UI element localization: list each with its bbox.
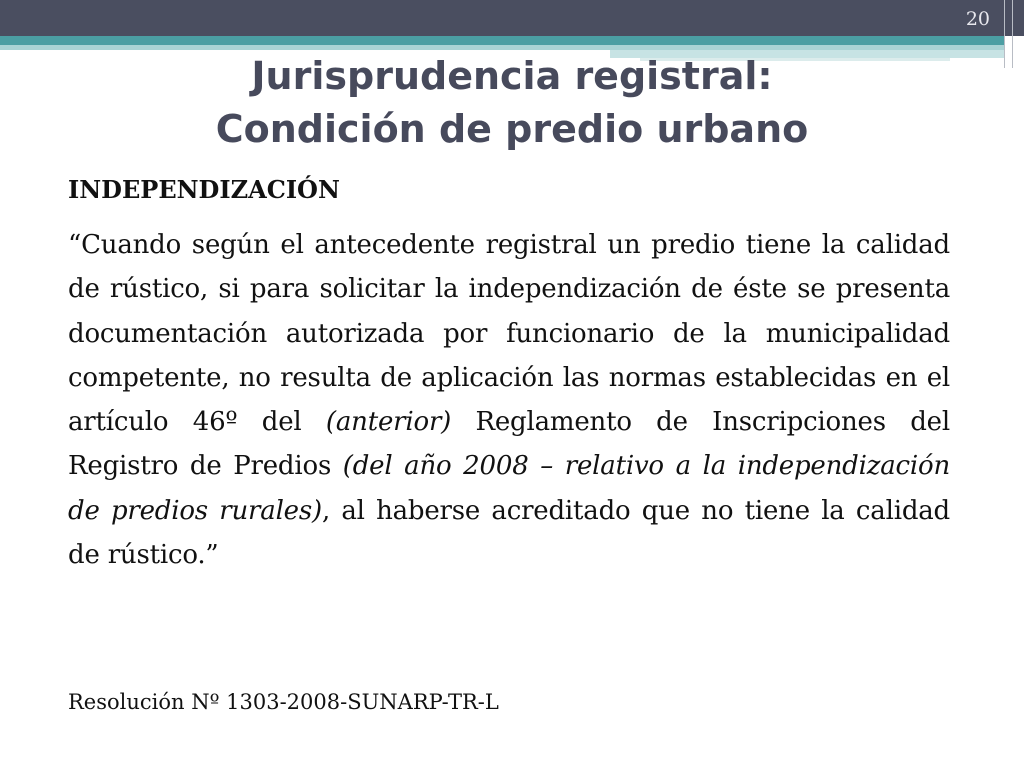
quote-italic-2: (del año 2008 – relativo a la independización de predios rurales) (68, 451, 951, 526)
page-number: 20 (965, 8, 990, 30)
quote-paragraph (68, 223, 950, 577)
quote-text-2: Reglamento de Inscripciones del Registro de Predios (68, 407, 950, 482)
title-line-1: Jurisprudencia registral: (251, 54, 773, 98)
slide-title (0, 50, 1024, 156)
header-stripe-teal (0, 36, 1004, 45)
quote-text-1: “Cuando según el antecedente registral un predio tiene la calidad de rústico, si para solicitar la independización de éste se presenta documentación autorizada por funcionario de la municipalidad competente, no resulta de aplicación las normas establecidas en el artículo 46º del (68, 230, 950, 438)
header-band (0, 0, 1024, 36)
citation: Resolución Nº 1303-2008-SUNARP-TR-L (68, 690, 499, 714)
section-heading: INDEPENDIZACIÓN (68, 175, 340, 204)
quote-italic-1: (anterior) (325, 407, 452, 438)
title-line-2: Condición de predio urbano (215, 107, 809, 151)
quote-text-3: , al haberse acreditado que no tiene la calidad de rústico.” (68, 495, 951, 571)
